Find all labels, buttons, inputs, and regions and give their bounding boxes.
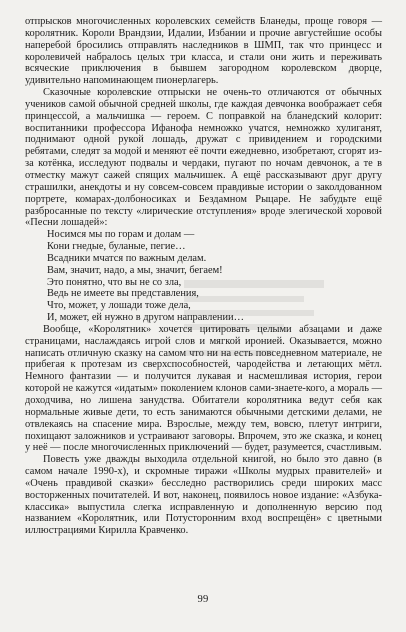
poem-line: Носимся мы по горам и долам — — [47, 229, 195, 241]
poem-line: Кони гнедые, буланые, пегие… — [47, 241, 186, 253]
poem-line: И, может, ей нужно в другом направлении… — [47, 312, 244, 324]
poem-line: Что, может, у лошади тоже дела, — [47, 300, 191, 312]
poem-line: Всадники мчатся по важным делам. — [47, 252, 207, 264]
poem-line: Вам, значит, надо, а мы, значит, бегаем! — [47, 264, 223, 276]
poem-song-of-horses — [47, 229, 382, 324]
paragraph-4: Повесть уже дважды выходила отдельной книгой, но было это давно (в самом начале 1990-х), и скромные тиражи «Школы мудрых правителей» и «Очень правдивой сказки» бесследно растворились среди широких масс восторженных почитателей. И вот, наконец, появилось новое издание: «Азбука-классика» выпустила слегка исправленную и дополненную версию под названием «Королятник, или Потусторонним вход воспрещён» с цветными иллюстрациями Кирилла Кравченко. — [25, 454, 382, 537]
page-number: 99 — [197, 594, 209, 605]
poem-line: Ведь не имеете вы представления, — [47, 288, 199, 300]
paragraph-3: Вообще, «Королятник» хочется цитировать целыми абзацами и даже страницами, наслаждаясь игрой слов и мягкой иронией. Оказывается, можно написать отличную сказку на самом что ни на есть повседневном материале, не прибегая к протезам из сверхспособностей, чародейства и летающих мётл. Немного фантазии — и получится лукавая и насмешливая история, герои которой не кажутся «идатым» поколением клонов сами-знаете-кого, а мораль — доходчива, но лишена занудства. Обитатели королятника ведут себя как нормальные живые дети, то есть занимаются обычными детскими делами, не отвлекаясь на спасение мира. Взрослые, между тем, вовсю, плетут интриги, похищают заложников и устраивают заговоры. Впрочем, это же сказка, и конец у неё — после многочисленных приключений — будет, разумеется, счастливым. — [25, 323, 382, 454]
poem-line: Это понятно, что вы не со зла, — [47, 276, 182, 288]
paragraph-2: Сказочные королевские отпрыски не очень-то отличаются от обычных учеников самой обычной средней школы, где каждая девчонка воображает себя принцессой, а мальчишка — героем. С поправкой на бланедский колорит: воспитанники профессора Ифанофа немножко учатся, немножко хулиганят, поднимают одной рукой лошадь, дружат с привидением и городскими ребятами, следят за модой и меняют её почти ежедневно, изобретают, сгорят из-за котёнка, исследуют подвалы и чердаки, пугают по ночам девчонок, а те в отместку мажут сажей спящих мальчишек. А ещё рассказывают друг другу страшилки, анекдоты и ну совсем-совсем правдивые истории о заколдованном портрете, комарах-долбоносиках и Бездамном Рыцаре. Не забудьте ещё разбросанные по тексту «лирические отступления» вроде элегической хоровой «Песни лошадей»: — [25, 87, 382, 229]
paragraph-1: отпрысков многочисленных королевских семейств Бланеды, проще говоря — королятник. Короли Врандзии, Идалии, Избании и прочие августейшие особы наперебой бросились отправлять наследников в ШМП, так что принцесс и королевичей набралось целых три класса, и стали они жить и переживать всяческие приключения в бывшем загородном королевском дворце, удивительно напоминающем пионерлагерь. — [25, 16, 382, 87]
body-text — [25, 16, 382, 537]
